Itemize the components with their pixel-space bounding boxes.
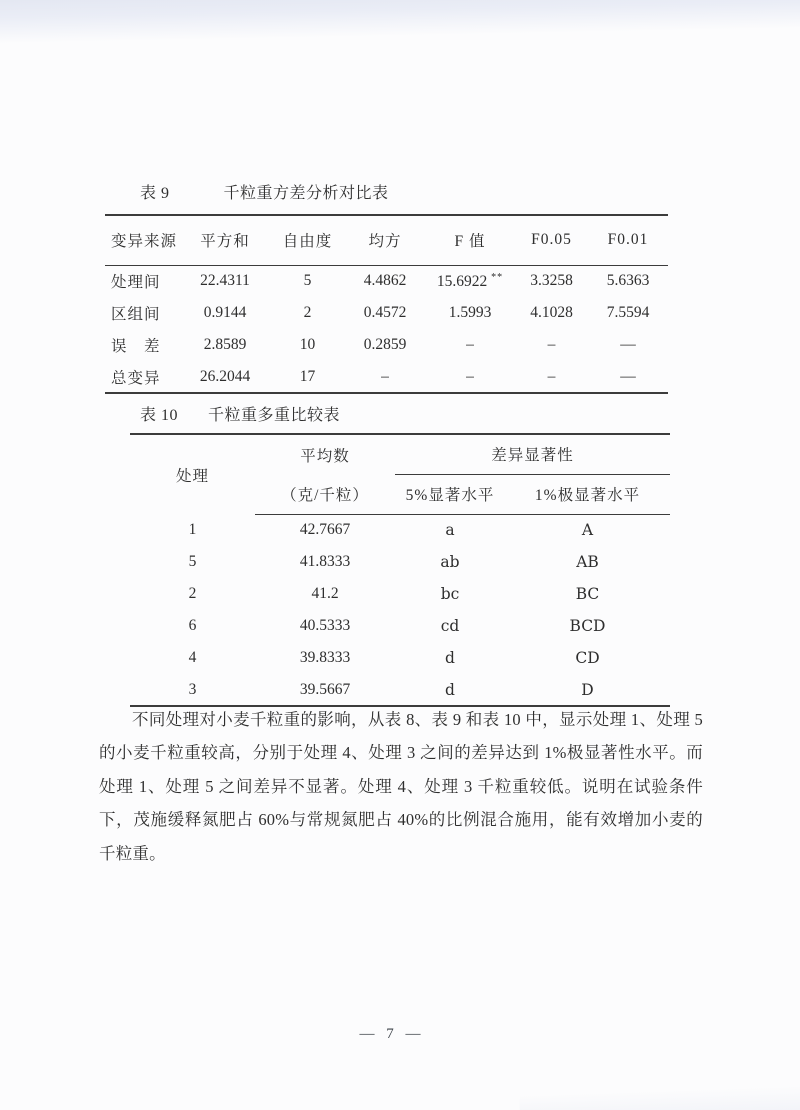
table9-label: 表 9 xyxy=(140,185,170,202)
discussion-paragraph: 不同处理对小麦千粒重的影响，从表 8、表 9 和表 10 中，显示处理 1、处理 5 的小麦千粒重较高，分别于处理 4、处理 3 之间的差异达到 1%极显著性水平。而处理 1、处理 5 之间差异不显著。处理 4、处理 3 千粒重较低。说明在试验条件下，茂施缓释氮肥占 60%与常规氮肥占 40%的比例混合施用，能有效增加小麦的千粒重。 xyxy=(99,710,703,863)
comparison-header-row-1 xyxy=(130,434,670,474)
cell-mean: 40.5333 xyxy=(299,617,351,634)
scan-artifact-top xyxy=(0,0,800,44)
cell-mean: 39.5667 xyxy=(299,680,351,698)
cell-df: 17 xyxy=(299,367,316,385)
col-header-mean: 平均数 xyxy=(300,447,350,465)
cell-mean: 41.2 xyxy=(311,585,339,602)
cell-f: – xyxy=(466,336,474,353)
cell-f001: — xyxy=(620,367,636,385)
f-value: 15.6922 xyxy=(436,272,488,290)
table-row xyxy=(130,578,670,610)
cell-mean: 41.8333 xyxy=(299,553,351,570)
col-header-f001: F0.01 xyxy=(588,215,668,265)
table-row xyxy=(105,297,668,329)
cell-treatment: 2 xyxy=(188,585,197,602)
cell-source: 总变异 xyxy=(111,369,161,387)
table10-caption xyxy=(140,402,340,425)
cell-f001: 7.5594 xyxy=(606,304,650,321)
cell-sig1: D xyxy=(581,680,594,699)
cell-f005: – xyxy=(547,336,556,353)
cell-ms: – xyxy=(381,367,389,385)
cell-sig1: BCD xyxy=(569,617,606,635)
col-header-variation-source: 变异来源 xyxy=(105,215,180,265)
cell-f005: 3.3258 xyxy=(530,272,573,290)
cell-ss: 0.9144 xyxy=(203,304,247,321)
table10-label: 表 10 xyxy=(140,407,179,424)
table-row xyxy=(105,361,668,393)
cell-ss: 22.4311 xyxy=(200,272,250,290)
significance-stars: ** xyxy=(491,271,504,283)
table9-caption xyxy=(140,180,389,203)
col-header-sum-of-squares: 平方和 xyxy=(180,215,270,265)
cell-df: 10 xyxy=(299,336,316,353)
page-number: — 7 — xyxy=(359,1026,425,1042)
cell-ss: 26.2044 xyxy=(199,367,251,385)
col-header-f005: F0.05 xyxy=(515,215,588,265)
cell-sig5: cd xyxy=(440,617,460,635)
table-row xyxy=(105,265,668,297)
scan-artifact-bottom xyxy=(519,1085,800,1110)
anova-table xyxy=(105,214,668,394)
cell-sig1: CD xyxy=(575,649,600,667)
cell-source: 误 差 xyxy=(111,338,161,355)
cell-sig1: A xyxy=(581,521,594,540)
cell-f005: 4.1028 xyxy=(530,304,573,321)
col-header-sig-5pct: 5%显著水平 xyxy=(395,474,505,514)
cell-sig5: a xyxy=(445,521,455,540)
cell-mean: 39.8333 xyxy=(299,649,351,666)
col-header-mean-square: 均方 xyxy=(345,215,425,265)
cell-sig5: bc xyxy=(440,585,460,603)
cell-ms: 4.4862 xyxy=(363,272,407,290)
table9-title: 千粒重方差分析对比表 xyxy=(223,185,389,202)
cell-sig5: d xyxy=(445,649,455,667)
table-row xyxy=(130,610,670,642)
table10-title: 千粒重多重比较表 xyxy=(208,407,341,424)
cell-ss: 2.8589 xyxy=(203,336,247,353)
cell-f005: – xyxy=(547,367,556,385)
col-header-df: 自由度 xyxy=(270,215,345,265)
cell-treatment: 4 xyxy=(188,649,197,666)
cell-mean: 42.7667 xyxy=(299,521,351,539)
cell-sig5: ab xyxy=(440,553,460,571)
col-header-treatment: 处理 xyxy=(175,467,209,485)
cell-f001: 5.6363 xyxy=(606,272,650,290)
col-header-significance-group: 差异显著性 xyxy=(395,434,670,474)
table-row xyxy=(130,642,670,674)
table-row xyxy=(130,514,670,546)
table-row xyxy=(130,546,670,578)
cell-treatment: 5 xyxy=(188,553,197,570)
cell-ms: 0.4572 xyxy=(363,304,407,321)
cell-treatment: 3 xyxy=(188,680,197,698)
col-header-mean-unit: （克/千粒） xyxy=(255,474,395,514)
table-row xyxy=(105,329,668,361)
cell-f001: — xyxy=(620,336,636,353)
cell-sig5: d xyxy=(445,680,455,699)
cell-f: – xyxy=(466,367,474,385)
table-row xyxy=(130,674,670,706)
cell-sig1: BC xyxy=(575,585,600,603)
cell-df: 5 xyxy=(303,272,312,290)
cell-f xyxy=(425,265,515,297)
cell-sig1: AB xyxy=(576,553,599,571)
anova-header-row xyxy=(105,215,668,265)
col-header-sig-1pct: 1%极显著水平 xyxy=(505,474,670,514)
cell-source: 处理间 xyxy=(111,274,161,292)
col-header-f-value: F 值 xyxy=(425,215,515,265)
cell-df: 2 xyxy=(303,304,312,321)
multiple-comparison-table xyxy=(130,433,670,707)
cell-ms: 0.2859 xyxy=(363,336,407,353)
cell-f: 1.5993 xyxy=(448,304,492,321)
cell-treatment: 6 xyxy=(188,617,197,634)
cell-source: 区组间 xyxy=(111,306,161,323)
cell-treatment: 1 xyxy=(188,521,197,538)
